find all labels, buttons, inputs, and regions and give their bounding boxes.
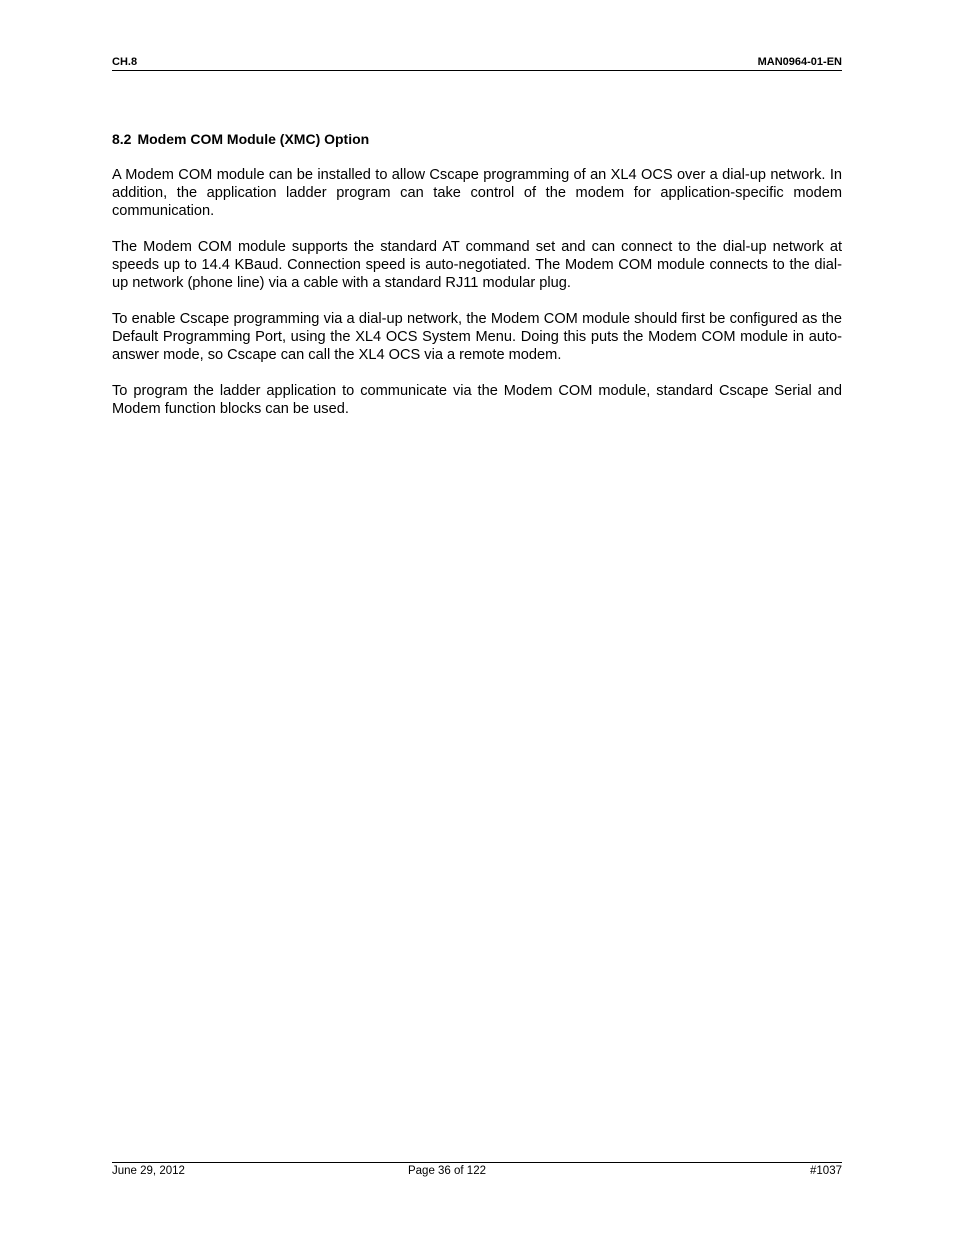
chapter-label: CH.8 [112, 56, 138, 68]
section-number: 8.2 [112, 131, 132, 147]
footer-page-number: Page 36 of 122 [407, 1165, 486, 1177]
page-header [112, 55, 842, 71]
paragraph-at-commands: The Modem COM module supports the standard AT command set and can connect to the dial-up network at speeds up to 14.4 KBaud. Connection speed is auto-negotiated. The Modem COM module connects to the dial-up network (phone line) via a cable with a standard RJ11 modular plug. [112, 239, 842, 291]
paragraph-intro: A Modem COM module can be installed to allow Cscape programming of an XL4 OCS over a dial-up network. In addition, the application ladder program can take control of the modem for application-specific modem communication. [112, 167, 842, 219]
page-footer [112, 1162, 842, 1179]
section-title: Modem COM Module (XMC) Option [137, 131, 370, 147]
document-number: MAN0964-01-EN [757, 56, 842, 68]
footer-date: June 29, 2012 [112, 1165, 185, 1177]
footer-doc-id: #1037 [810, 1165, 842, 1177]
section-heading [112, 130, 369, 148]
paragraph-cscape-programming: To enable Cscape programming via a dial-up network, the Modem COM module should first be configured as the Default Programming Port, using the XL4 OCS System Menu. Doing this puts the Modem COM module in auto-answer mode, so Cscape can call the XL4 OCS via a remote modem. [112, 311, 842, 363]
section-body [112, 166, 842, 436]
paragraph-ladder-application: To program the ladder application to communicate via the Modem COM module, standard Cscape Serial and Modem function blocks can be used. [112, 383, 842, 417]
